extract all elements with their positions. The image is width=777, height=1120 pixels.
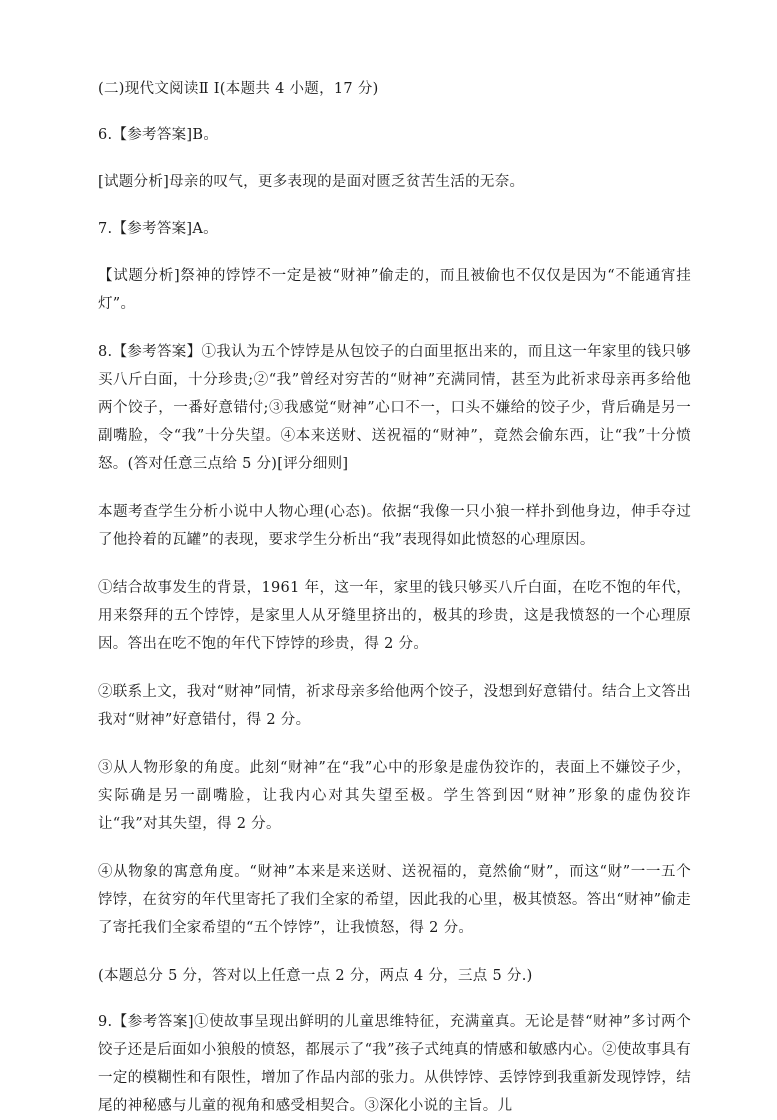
q7-analysis: 【试题分析]祭神的饽饽不一定是被“财神”偷走的，而且被偷也不仅仅是因为“不能通宵挂灯”。 [98, 268, 691, 312]
q8-point-4: ④从物象的寓意角度。“财神”本来是来送财、送祝福的，竟然偷“财”，而这“财”一一五个饽饽，在贫穷的年代里寄托了我们全家的希望，因此我的心里，极其愤怒。答出“财神”偷走了寄托我们全家希望的“五个饽饽”，让我愤怒，得 2 分。 [98, 864, 691, 936]
q6-analysis: [试题分析]母亲的叹气，更多表现的是面对匮乏贫苦生活的无奈。 [98, 174, 525, 190]
q8-point-3: ③从人物形象的角度。此刻“财神”在“我”心中的形象是虚伪狡诈的，表面上不嫌饺子少，实际确是另一副嘴脸，让我内心对其失望至极。学生答到因“财神”形象的虚伪狡诈让“我”对其失望，得 2 分。 [98, 760, 691, 832]
q8-point-2: ②联系上文，我对“财神”同情，祈求母亲多给他两个饺子，没想到好意错付。结合上文答出我对“财神”好意错付，得 2 分。 [98, 684, 691, 728]
q8-scoring: (本题总分 5 分，答对以上任意一点 2 分，两点 4 分，三点 5 分.) [98, 968, 533, 984]
q8-intro: 本题考查学生分析小说中人物心理(心态)。依据“我像一只小狼一样扑到他身边，伸手夺过了他拎着的瓦罐”的表现，要求学生分析出“我”表现得如此愤怒的心理原因。 [98, 504, 691, 548]
section-title: (二)现代文阅读Ⅱ I(本题共 4 小题，17 分) [98, 81, 379, 97]
q9-answer: 9.【参考答案]①使故事呈现出鲜明的儿童思维特征，充满童真。无论是替“财神”多讨两个饺子还是后面如小狼般的愤怒，都展示了“我”孩子式纯真的情感和敏感内心。②使故事具有一定的模糊性和有限性，增加了作品内部的张力。从供饽饽、丢饽饽到我重新发现饽饽，结尾的神秘感与儿童的视角和感受相契合。③深化小说的主旨。儿 [98, 1014, 691, 1114]
q6-answer: 6.【参考答案]B。 [98, 127, 219, 143]
q7-answer: 7.【参考答案]A。 [98, 221, 218, 237]
q8-point-1: ①结合故事发生的背景，1961 年，这一年，家里的钱只够买八斤白面，在吃不饱的年代，用来祭拜的五个饽饽，是家里人从牙缝里挤出的，极其的珍贵，这是我愤怒的一个心理原因。答出在吃不饱的年代下饽饽的珍贵，得 2 分。 [98, 580, 691, 652]
q8-answer: 8.【参考答案】①我认为五个饽饽是从包饺子的白面里抠出来的，而且这一年家里的钱只够买八斤白面，十分珍贵;②“我”曾经对穷苦的“财神”充满同情，甚至为此祈求母亲再多给他两个饺子，一番好意错付;③我感觉“财神”心口不一，口头不嫌给的饺子少，背后确是另一副嘴脸，令“我”十分失望。④本来送财、送祝福的“财神”，竟然会偷东西，让“我”十分愤怒。(答对任意三点给 5 分)[评分细则] [98, 344, 691, 472]
